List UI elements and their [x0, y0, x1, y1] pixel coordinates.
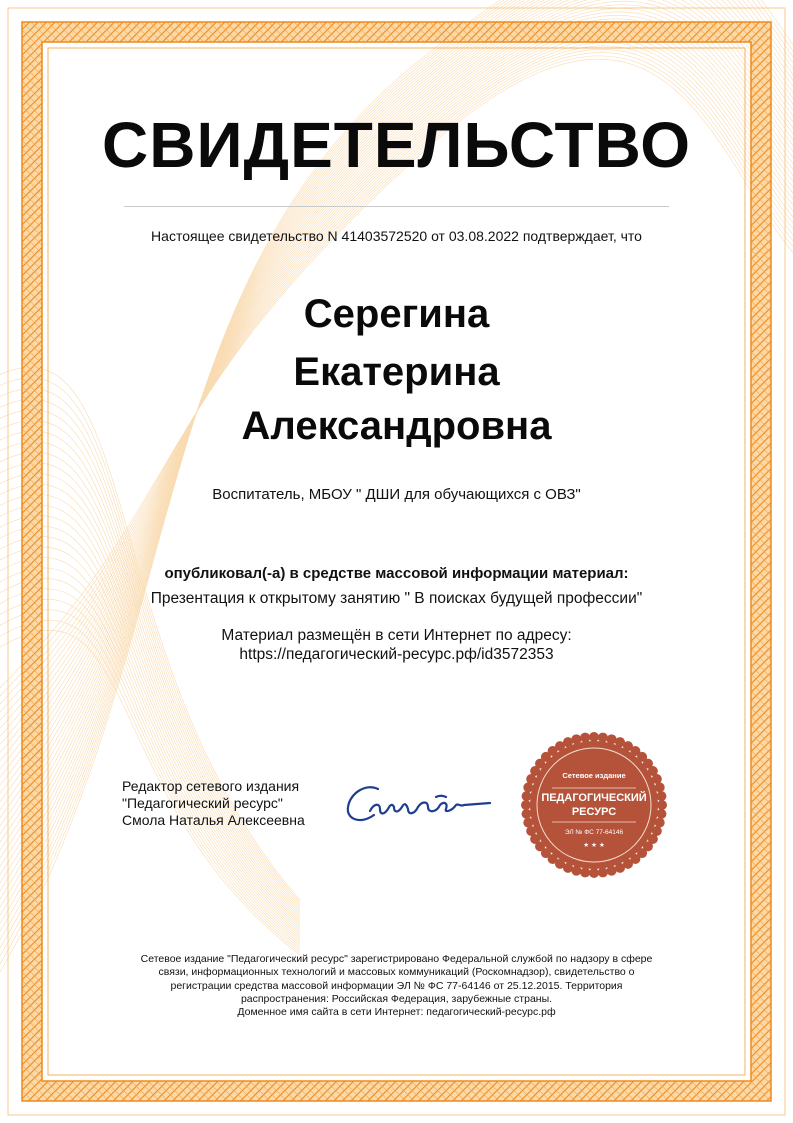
footer-line: регистрации средства массовой информации ЭЛ № ФС 77-64146 от 25.12.2015. Территория	[170, 979, 623, 992]
footer-line: Сетевое издание "Педагогический ресурс" зарегистрировано Федеральной службой по надзору в сфере	[140, 953, 653, 965]
certificate-intro: Настоящее свидетельство N 41403572520 от 03.08.2022 подтверждает, что	[151, 228, 642, 244]
footer-line: распространения: Российская Федерация, зарубежные страны.	[240, 992, 553, 1005]
recipient-position: Воспитатель, МБОУ " ДШИ для обучающихся с ОВЗ"	[212, 486, 581, 503]
material-url: https://педагогический-ресурс.рф/id3572353	[239, 646, 554, 663]
title-divider	[124, 206, 669, 207]
recipient-surname: Серегина	[303, 292, 490, 336]
stamp-name-line1: ПЕДАГОГИЧЕСКИЙ	[541, 792, 647, 804]
editor-publication: "Педагогический ресурс"	[122, 795, 283, 811]
recipient-first-name: Екатерина	[293, 350, 500, 394]
recipient-patronymic: Александровна	[241, 404, 552, 448]
stamp-name-line2: РЕСУРС	[571, 806, 617, 818]
material-title: Презентация к открытому занятию " В поисках будущей профессии"	[150, 590, 643, 607]
stamp-top-text: Сетевое издание	[562, 771, 626, 780]
publisher-stamp	[517, 728, 671, 882]
editor-block	[122, 778, 305, 829]
stamp-registration: ЭЛ № ФС 77-64146	[564, 829, 624, 836]
footer-line: связи, информационных технологий и массовых коммуникаций (Роскомнадзор), свидетельство о	[158, 966, 635, 979]
footer-line: Доменное имя сайта в сети Интернет: педагогический-ресурс.рф	[237, 1006, 556, 1019]
footer-legal-text	[100, 953, 693, 1019]
certificate-title: СВИДЕТЕЛЬСТВО	[102, 109, 691, 181]
material-location	[0, 626, 793, 664]
editor-name: Смола Наталья Алексеевна	[122, 812, 305, 828]
editor-role: Редактор сетевого издания	[122, 778, 300, 794]
published-label: опубликовал(-а) в средстве массовой информации материал:	[164, 565, 629, 582]
stamp-stars: ★ ★ ★	[583, 841, 605, 849]
editor-signature	[340, 775, 495, 835]
material-location-label: Материал размещён в сети Интернет по адресу:	[221, 627, 572, 644]
